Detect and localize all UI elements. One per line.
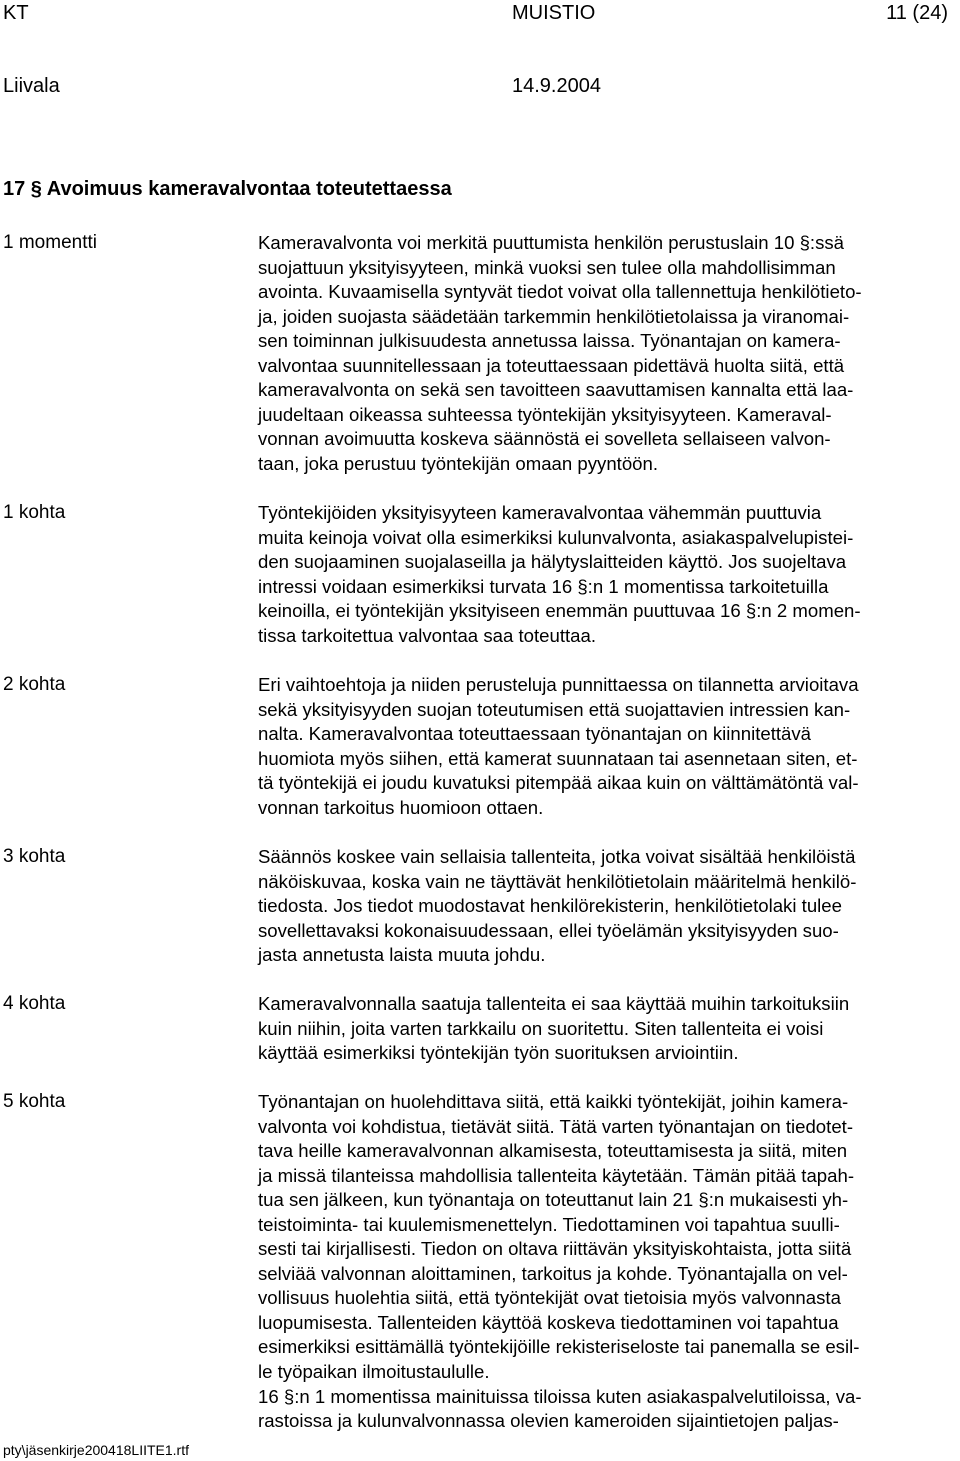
document-date: 14.9.2004 <box>512 75 601 97</box>
text-line: käyttää esimerkiksi työntekijän työn suorituksen arviointiin. <box>258 1042 739 1064</box>
text-line: suojattuun yksityisyyteen, minkä vuoksi sen tulee olla mahdollisimman <box>258 256 836 278</box>
text-line: selviää valvonnan aloittaminen, tarkoitus ja kohde. Työnantajalla on vel- <box>258 1262 848 1284</box>
text-line: den suojaaminen suojalaseilla ja hälytyslaitteiden käyttö. Jos suojeltava <box>258 551 847 573</box>
author: Liivala <box>3 75 60 97</box>
text-line: juudeltaan oikeassa suhteessa työntekijän yksityisyyteen. Kameraval- <box>258 403 832 425</box>
text-line: 16 §:n 1 momentissa mainituissa tiloissa kuten asiakaspalvelutiloissa, va- <box>258 1385 862 1407</box>
text-line: avointa. Kuvaamisella syntyvät tiedot voivat olla tallennettuja henkilötieto- <box>258 281 862 303</box>
text-line: valvonta voi kohdistua, tietävät siitä. Tätä varten työnantajan on tiedotet- <box>258 1115 854 1137</box>
text-line: vonnan tarkoitus huomioon ottaen. <box>258 796 544 818</box>
row-label: 5 kohta <box>3 1091 66 1112</box>
text-line: Työnantajan on huolehdittava siitä, että kaikki työntekijät, joihin kamera- <box>258 1091 849 1112</box>
row-label: 1 momentti <box>3 232 97 253</box>
text-line: esimerkiksi esittämällä työntekijöille rekisteriseloste tai panemalla se esil- <box>258 1336 860 1358</box>
text-line: Eri vaihtoehtoja ja niiden perusteluja punnittaessa on tilannetta arvioitava <box>258 674 859 695</box>
section-title: 17 § Avoimuus kameravalvontaa toteutettaessa <box>3 178 452 200</box>
text-line: Kameravalvonnalla saatuja tallenteita ei saa käyttää muihin tarkoituksiin <box>258 993 850 1014</box>
row-text <box>258 1090 862 1434</box>
text-line: tua sen jälkeen, kun työnantaja on toteuttanut lain 21 §:n mukaisesti yh- <box>258 1189 849 1211</box>
header-left-top: KT <box>3 2 29 24</box>
row-text <box>258 845 856 968</box>
row-text <box>258 231 862 476</box>
row-label: 4 kohta <box>3 993 66 1014</box>
text-line: valvontaa suunnitellessaan ja toteuttaessaan pidettävä huolta siitä, että <box>258 354 845 376</box>
row-text <box>258 501 861 648</box>
text-line: tä työntekijä ei joudu kuvatuksi pitempää aikaa kuin on välttämätöntä val- <box>258 772 859 794</box>
footer-file-path: pty\jäsenkirje200418LIITE1.rtf <box>3 1442 189 1458</box>
row-label: 2 kohta <box>3 674 66 695</box>
text-line: intressi voidaan esimerkiksi turvata 16 §:n 1 momentissa tarkoitetuilla <box>258 575 829 597</box>
text-line: näköiskuvaa, koska vain ne täyttävät henkilötietolain määritelmä henkilö- <box>258 870 857 892</box>
text-line: sovellettavaksi kokonaisuudessaan, ellei työelämän yksityisyyden suo- <box>258 919 839 941</box>
page-number: 11 (24) <box>886 2 948 24</box>
text-line: sesti tai kirjallisesti. Tiedon on oltava riittävän yksityiskohtaista, jotta siitä <box>258 1238 852 1260</box>
text-line: rastoissa ja kulunvalvonnassa olevien kameroiden sijaintietojen paljas- <box>258 1410 839 1432</box>
text-line: sen toiminnan julkisuudesta annetussa laissa. Työnantajan on kamera- <box>258 330 841 352</box>
text-line: huomiota myös siihen, että kamerat suunnataan tai asennetaan siten, et- <box>258 747 858 769</box>
text-line: le työpaikan ilmoitustaululle. <box>258 1361 490 1383</box>
text-line: vonnan avoimuutta koskeva säännöstä ei sovelleta sellaiseen valvon- <box>258 428 831 450</box>
text-line: nalta. Kameravalvontaa toteuttaessaan työnantajan on kiinnitettävä <box>258 723 812 745</box>
document-type: MUISTIO <box>512 2 596 24</box>
text-line: ja missä tilanteissa mahdollisia tallenteita käytetään. Tämän pitää tapah- <box>258 1164 855 1186</box>
text-line: vollisuus huolehtia siitä, että työntekijät ovat tietoisia myös valvonnasta <box>258 1287 841 1309</box>
text-line: Kameravalvonta voi merkitä puuttumista henkilön perustuslain 10 §:ssä <box>258 232 845 253</box>
text-line: tiedosta. Jos tiedot muodostavat henkilörekisterin, henkilötietolaki tulee <box>258 895 842 917</box>
text-line: taan, joka perustuu työntekijän omaan pyyntöön. <box>258 452 659 474</box>
row-text <box>258 992 849 1066</box>
text-line: Säännös koskee vain sellaisia tallenteita, jotka voivat sisältää henkilöistä <box>258 846 856 867</box>
text-line: sekä yksityisyyden suojan toteutumisen että suojattavien intressien kan- <box>258 698 851 720</box>
text-line: Työntekijöiden yksityisyyteen kameravalvontaa vähemmän puuttuvia <box>258 502 822 523</box>
row-label: 1 kohta <box>3 502 66 523</box>
text-line: jasta annetusta laista muuta johdu. <box>258 944 546 966</box>
text-line: muita keinoja voivat olla esimerkiksi kulunvalvonta, asiakaspalvelupistei- <box>258 526 854 548</box>
text-line: tava heille kameravalvonnan alkamisesta, toteuttamisesta ja siitä, miten <box>258 1140 848 1162</box>
text-line: ja, joiden suojasta säädetään tarkemmin henkilötietolaissa ja viranomai- <box>258 305 850 327</box>
text-line: teistoiminta- tai kuulemismenettelyn. Tiedottaminen voi tapahtua suulli- <box>258 1213 840 1235</box>
text-line: keinoilla, ei työntekijän yksityiseen enemmän puuttuvaa 16 §:n 2 momen- <box>258 600 861 622</box>
row-label: 3 kohta <box>3 846 66 867</box>
row-text <box>258 673 859 820</box>
text-line: kameravalvonta on sekä sen tavoitteen saavuttamisen kannalta että laa- <box>258 379 854 401</box>
text-line: luopumisesta. Tallenteiden käyttöä koskeva tiedottaminen voi tapahtua <box>258 1311 839 1333</box>
text-line: tissa tarkoitettua valvontaa saa toteuttaa. <box>258 624 596 646</box>
text-line: kuin niihin, joita varten tarkkailu on suoritettu. Siten tallenteita ei voisi <box>258 1017 824 1039</box>
